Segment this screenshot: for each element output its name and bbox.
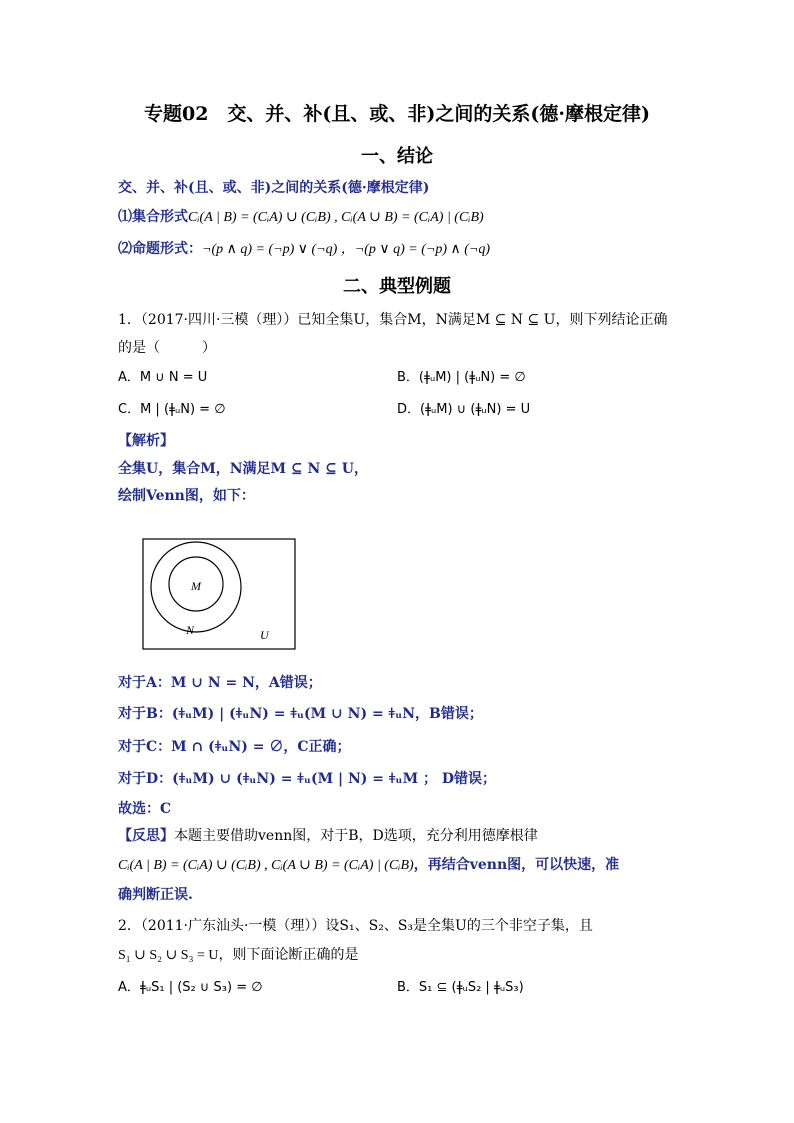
section-heading-examples: 二、典型例题	[343, 276, 451, 297]
analysis-option-b: 对于B：(ǂᵤM) | (ǂᵤN) = ǂᵤ(M ∪ N) = ǂᵤN，B错误；	[118, 706, 483, 722]
reflection-line-3: 确判断正误.	[118, 887, 193, 903]
reflection-tag: 【反思】	[118, 828, 174, 844]
question-1-stem-line-2: 的是（ ）	[118, 340, 216, 356]
reflection-text-1: 本题主要借助venn图，对于B，D选项，充分利用德摩根律	[174, 828, 538, 844]
venn-label-n: N	[186, 623, 195, 637]
conclusion-set-form-formula: Cᵢ(A | B) = (CᵢA) ∪ (CᵢB) , Cᵢ(A ∪ B) = (CᵢA) | (CᵢB)	[188, 210, 484, 225]
conclusion-heading: 交、并、补(且、或、非)之间的关系(德·摩根定律)	[118, 180, 430, 196]
analysis-line-1: 全集U，集合M，N满足M ⊆ N ⊆ U，	[118, 461, 368, 477]
analysis-option-c: 对于C：M ∩ (ǂᵤN) = ∅，C正确；	[118, 739, 351, 755]
question-1-option-b: B．(ǂᵤM) | (ǂᵤN) = ∅	[397, 370, 526, 385]
venn-universe-rect	[143, 539, 295, 649]
question-1-stem-line-1: 1．（2017·四川·三模（理））已知全集U，集合M，N满足M ⊆ N ⊆ U，则下列结论正确	[118, 312, 668, 328]
reflection-line-2	[118, 855, 619, 876]
page-title: 专题02 交、并、补(且、或、非)之间的关系(德·摩根定律)	[143, 103, 650, 125]
analysis-tag: 【解析】	[118, 433, 174, 449]
analysis-line-2: 绘制Venn图，如下：	[118, 488, 255, 504]
question-2-stem-line-2: S₁ ∪ S₂ ∪ S₃ = U，则下面论断正确的是	[118, 948, 359, 963]
question-2-stem-line-1: 2．（2011·广东汕头·一模（理））设S₁、S₂、S₃是全集U的三个非空子集，且	[118, 918, 593, 934]
question-2-option-b: B．S₁ ⊆ (ǂᵤS₂ | ǂᵤS₃)	[397, 980, 524, 995]
answer-line: 故选：C	[118, 801, 172, 817]
analysis-option-a: 对于A：M ∪ N = N，A错误；	[118, 675, 322, 691]
question-2-option-a: A．ǂᵤS₁ | (S₂ ∪ S₃) = ∅	[118, 980, 263, 995]
conclusion-set-form	[118, 207, 484, 228]
venn-label-u: U	[260, 628, 269, 642]
section-heading-conclusion: 一、结论	[361, 146, 433, 167]
question-1-option-c: C．M | (ǂᵤN) = ∅	[118, 402, 226, 417]
question-1-option-d: D．(ǂᵤM) ∪ (ǂᵤN) = U	[397, 402, 531, 417]
reflection-formula: Cᵢ(A | B) = (CᵢA) ∪ (CᵢB) , Cᵢ(A ∪ B) = (CᵢA) | (CᵢB)	[118, 858, 414, 873]
venn-label-m: M	[191, 579, 201, 593]
venn-diagram	[142, 538, 296, 650]
conclusion-set-form-label: ⑴集合形式	[118, 209, 188, 225]
reflection-line-1	[118, 826, 538, 846]
conclusion-proposition-form-label: ⑵命题形式：	[118, 241, 202, 257]
analysis-option-d: 对于D：(ǂᵤM) ∪ (ǂᵤN) = ǂᵤ(M | N) = ǂᵤM ； D错误；	[118, 771, 496, 787]
conclusion-proposition-form-formula: ¬(p ∧ q) = (¬p) ∨ (¬q) ，¬(p ∨ q) = (¬p) ∧ (¬q)	[202, 242, 491, 257]
reflection-text-2: ，再结合venn图，可以快速，准	[413, 857, 620, 873]
conclusion-proposition-form	[118, 239, 490, 260]
question-1-option-a: A．M ∪ N = U	[118, 370, 208, 385]
